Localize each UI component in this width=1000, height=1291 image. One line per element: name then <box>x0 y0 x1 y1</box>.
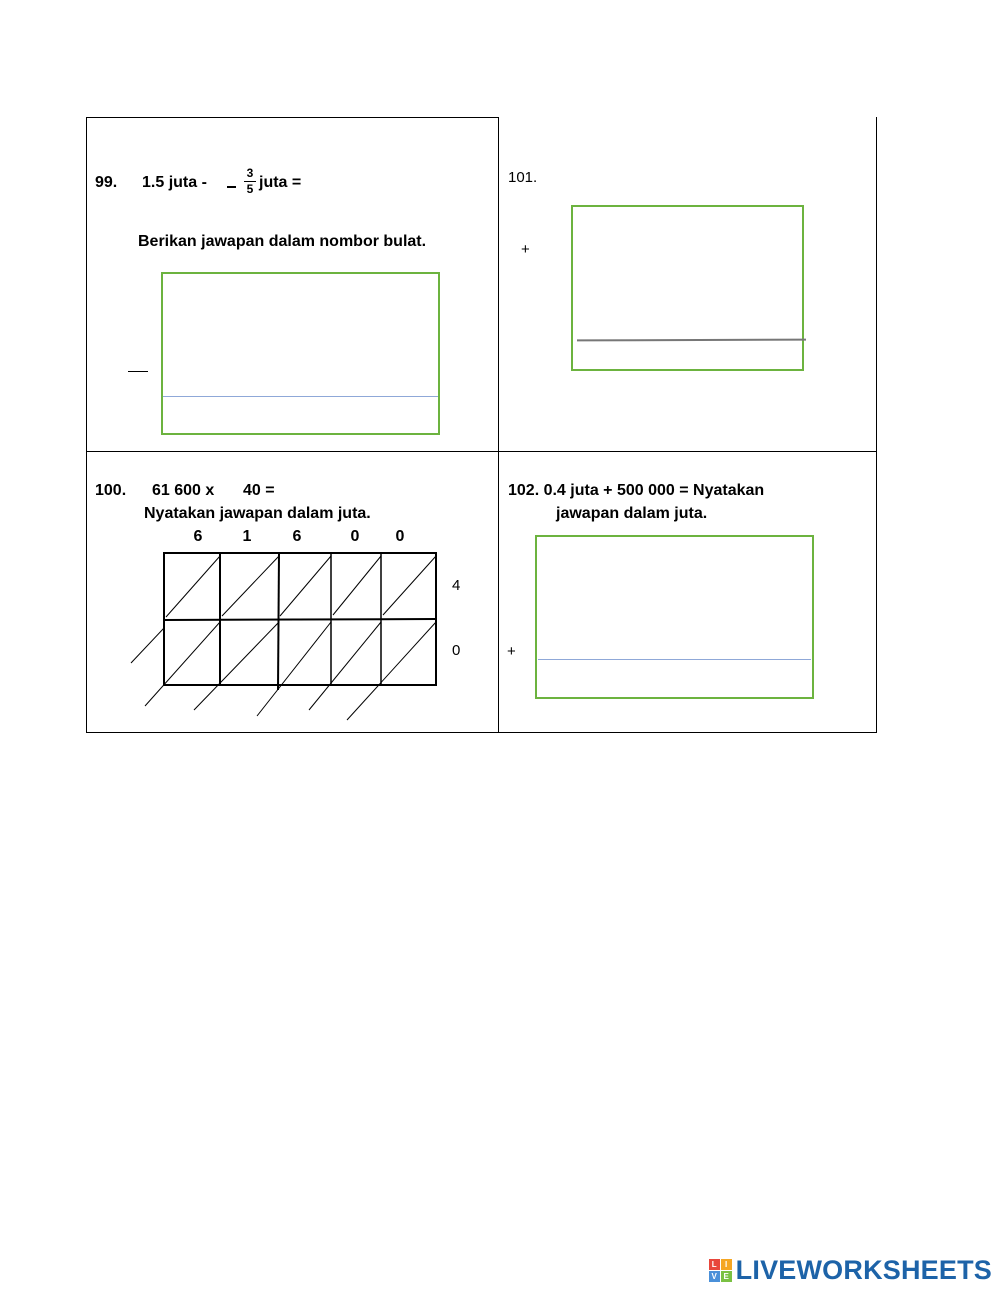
lattice-top-digit: 6 <box>292 528 302 545</box>
fraction-numerator: 3 <box>246 166 254 180</box>
question-102-line-1: 102. 0.4 juta + 500 000 = Nyatakan <box>508 482 765 499</box>
lattice-diagonal <box>131 628 164 663</box>
logo-tiles-icon <box>709 1259 732 1282</box>
question-99-instruction: Berikan jawapan dalam nombor bulat. <box>138 233 427 250</box>
question-100-expression: 61 600 x <box>152 482 215 499</box>
lattice-side-digit: 4 <box>452 577 461 594</box>
question-100-instruction: Nyatakan jawapan dalam juta. <box>144 505 371 522</box>
lattice-diagonal <box>194 622 279 710</box>
logo-tile: L <box>709 1259 720 1270</box>
question-102-line-2: jawapan dalam juta. <box>556 505 708 522</box>
question-99-number: 99. <box>95 174 118 191</box>
lattice-diagonal <box>145 622 220 706</box>
lattice-top-digit: 6 <box>193 528 203 545</box>
lattice-diagonal <box>309 622 381 710</box>
question-100-number: 100. <box>95 482 127 499</box>
lattice-diagonal <box>333 556 381 615</box>
lattice-diagonal <box>222 556 279 616</box>
lattice-diagonal <box>257 622 331 716</box>
question-99-expression-left: 1.5 juta - <box>142 174 207 191</box>
logo-text: LIVEWORKSHEETS <box>735 1255 992 1285</box>
question-101-plus-sign: + <box>521 241 530 258</box>
lattice-diagonal <box>280 556 331 616</box>
question-100-multiplier: 40 = <box>243 482 275 499</box>
lattice-column-divider <box>278 553 279 690</box>
lattice-diagonal <box>166 556 220 617</box>
answer-box-102[interactable] <box>535 535 814 699</box>
liveworksheets-logo <box>709 1255 992 1286</box>
question-101-number: 101. <box>508 169 538 186</box>
lattice-row-divider <box>164 619 436 620</box>
lattice-side-digit: 0 <box>452 642 461 659</box>
lattice-top-digit: 1 <box>242 528 252 545</box>
logo-tile: I <box>721 1259 732 1270</box>
lattice-diagonal <box>347 622 436 720</box>
lattice-top-digit: 0 <box>350 528 360 545</box>
logo-tile: E <box>721 1271 732 1282</box>
lattice-diagonal <box>383 556 436 615</box>
question-102-plus-sign: + <box>507 643 516 660</box>
lattice-top-digit: 0 <box>395 528 405 545</box>
logo-tile: V <box>709 1271 720 1282</box>
question-99-expression-right: juta = <box>259 174 302 191</box>
fraction-denominator: 5 <box>246 182 254 196</box>
answer-line-102 <box>538 659 811 660</box>
